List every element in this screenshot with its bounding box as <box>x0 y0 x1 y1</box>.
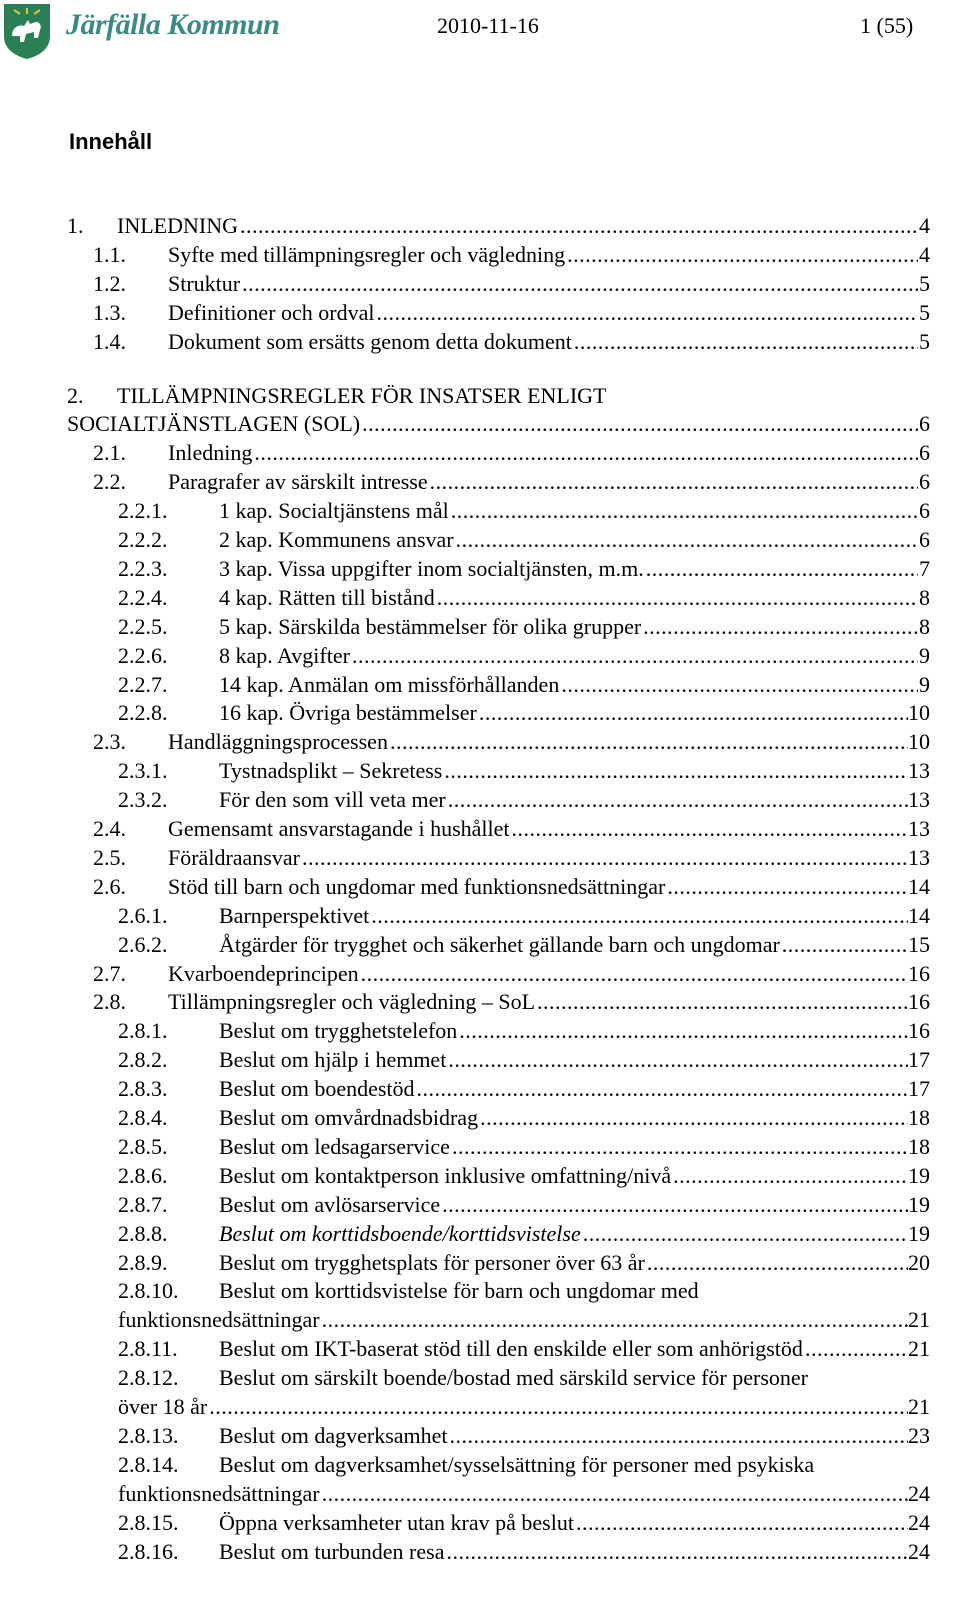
dot-leader <box>369 901 908 931</box>
toc-entry-line <box>219 1016 930 1046</box>
toc-entry-number: 2.3.2. <box>118 787 168 813</box>
toc-entry-title: TILLÄMPNINGSREGLER FÖR INSATSER ENLIGT <box>117 382 607 408</box>
toc-entry-page: 6 <box>919 469 930 495</box>
toc-entry-page: 21 <box>908 1394 930 1419</box>
toc-entry[interactable] <box>0 901 960 931</box>
toc-entry-number: 2. <box>67 382 84 408</box>
toc-entry[interactable] <box>0 1132 960 1162</box>
toc-entry[interactable] <box>0 785 960 815</box>
toc-entry-line <box>168 438 930 468</box>
toc-entry-line <box>219 1103 930 1133</box>
toc-entry-number: 2.2.3. <box>118 555 168 581</box>
toc-entry-page: 14 <box>908 902 930 928</box>
toc-entry-continuation-line[interactable] <box>0 409 960 439</box>
toc-entry-line <box>168 959 930 989</box>
toc-entry-title: INLEDNING <box>117 213 238 238</box>
toc-entry-page: 6 <box>919 527 930 552</box>
dot-leader <box>300 843 908 873</box>
dot-leader <box>446 1045 908 1075</box>
toc-entry-page: 4 <box>919 241 930 267</box>
toc-entry-page: 5 <box>919 270 930 296</box>
toc-entry-page: 14 <box>908 873 930 899</box>
toc-entry-title: Beslut om dagverksamhet/sysselsättning för personer med psykiska <box>219 1451 815 1477</box>
toc-entry-page: 24 <box>908 1509 930 1535</box>
dot-leader <box>446 785 908 815</box>
toc-entry[interactable] <box>0 1103 960 1133</box>
toc-entry-page: 8 <box>919 584 930 610</box>
toc-entry[interactable] <box>0 327 960 357</box>
toc-entry-page: 20 <box>908 1249 930 1275</box>
toc-entry[interactable] <box>0 381 960 411</box>
toc-entry-title: 14 kap. Anmälan om missförhållanden <box>219 671 560 697</box>
toc-entry-line <box>168 843 930 873</box>
dot-leader <box>450 1132 908 1162</box>
toc-entry[interactable] <box>0 1161 960 1191</box>
toc-entry-page: 9 <box>919 642 930 668</box>
toc-entry-line <box>219 496 930 526</box>
toc-entry-page: 18 <box>908 1133 930 1159</box>
toc-entry-line <box>219 1537 930 1567</box>
toc-entry-number: 2.2. <box>93 469 126 495</box>
toc-entry-title: Åtgärder för trygghet och säkerhet gällande barn och ungdomar <box>219 931 780 957</box>
toc-entry-title: Beslut om korttidsvistelse för barn och ungdomar med <box>219 1278 699 1304</box>
toc-entry-number: 2.8.1. <box>118 1018 168 1044</box>
toc-entry[interactable] <box>0 814 960 844</box>
toc-entry[interactable] <box>0 554 960 584</box>
dot-leader <box>644 554 918 584</box>
toc-entry-page: 9 <box>919 671 930 697</box>
toc-entry-title: Dokument som ersätts genom detta dokument <box>168 328 572 354</box>
dot-leader <box>360 409 918 439</box>
toc-entry-number: 2.8.4. <box>118 1105 168 1130</box>
toc-entry-number: 2.8.8. <box>118 1220 168 1246</box>
toc-entry-title: Beslut om avlösarservice <box>219 1191 441 1217</box>
dot-leader <box>320 1479 908 1509</box>
toc-entry-number: 2.3.1. <box>118 758 168 784</box>
toc-entry-page: 6 <box>919 498 930 524</box>
toc-entry-title: Beslut om ledsagarservice <box>219 1133 450 1159</box>
dot-leader <box>535 987 908 1017</box>
dot-leader <box>448 1421 908 1451</box>
toc-entry-page: 16 <box>908 1018 930 1044</box>
toc-entry-number: 2.2.7. <box>118 671 168 697</box>
toc-entry-page: 13 <box>908 844 930 870</box>
toc-entry-number: 1. <box>67 213 84 238</box>
toc-entry-line <box>219 1421 930 1451</box>
toc-entry-title: Beslut om boendestöd <box>219 1076 415 1102</box>
page-number: 1 (55) <box>860 13 914 38</box>
toc-entry[interactable] <box>0 1276 960 1306</box>
toc-entry-title: Beslut om dagverksamhet <box>219 1422 448 1448</box>
toc-entry-line <box>219 698 930 728</box>
page-header <box>0 0 960 70</box>
toc-entry-title: Handläggningsprocessen <box>168 729 388 755</box>
toc-entry-page: 19 <box>908 1191 930 1217</box>
toc-entry[interactable] <box>0 930 960 960</box>
toc-entry[interactable] <box>0 1334 960 1364</box>
toc-entry-page: 6 <box>919 411 930 437</box>
dot-leader <box>780 930 908 960</box>
toc-entry-page: 4 <box>919 213 930 238</box>
toc-entry-continuation-line[interactable] <box>0 1479 960 1509</box>
toc-entry-title: Struktur <box>168 270 241 296</box>
toc-entry-page: 21 <box>908 1307 930 1333</box>
toc-entry[interactable] <box>0 1219 960 1249</box>
toc-entry-line <box>219 1161 930 1191</box>
toc-entry-number: 1.4. <box>93 328 126 354</box>
toc-entry-line <box>219 641 930 671</box>
toc-entry[interactable] <box>0 1248 960 1278</box>
dot-leader <box>565 240 918 270</box>
toc-entry[interactable] <box>0 1537 960 1567</box>
toc-entry[interactable] <box>0 1508 960 1538</box>
dot-leader <box>350 641 918 671</box>
toc-entry-page: 18 <box>908 1105 930 1130</box>
toc-entry-title: Tillämpningsregler och vägledning – SoL <box>168 989 536 1015</box>
toc-entry-number: 2.8.14. <box>118 1451 179 1477</box>
toc-entry[interactable] <box>0 1045 960 1075</box>
toc-entry-line <box>219 670 930 700</box>
dot-leader <box>240 269 918 299</box>
toc-entry-line <box>168 814 930 844</box>
toc-entry-title: 16 kap. Övriga bestämmelser <box>219 700 477 726</box>
toc-entry-title-continuation: SOCIALTJÄNSTLAGEN (SOL) <box>67 411 361 437</box>
toc-entry[interactable] <box>0 756 960 786</box>
dot-leader <box>238 211 918 241</box>
dot-leader <box>444 1537 908 1567</box>
toc-entry[interactable] <box>0 959 960 989</box>
toc-entry-line <box>118 1305 930 1335</box>
toc-entry[interactable] <box>0 987 960 1017</box>
dot-leader <box>388 727 908 757</box>
toc-entry-title: Beslut om kontaktperson inklusive omfattning/nivå <box>219 1162 672 1188</box>
toc-entry-page: 6 <box>919 440 930 466</box>
toc-entry-number: 1.1. <box>93 241 126 267</box>
toc-entry[interactable] <box>0 612 960 642</box>
toc-entry-number: 1.2. <box>93 270 126 296</box>
toc-entry-line <box>219 1045 930 1075</box>
toc-entry-number: 2.8.7. <box>118 1191 168 1217</box>
toc-entry-number: 1.3. <box>93 299 126 325</box>
toc-entry-line <box>219 554 930 584</box>
toc-entry-number: 2.8.2. <box>118 1047 168 1073</box>
toc-entry-page: 16 <box>908 960 930 986</box>
toc-entry-title: Beslut om omvårdnadsbidrag <box>219 1105 479 1130</box>
toc-entry[interactable] <box>0 1190 960 1220</box>
dot-leader <box>375 298 919 328</box>
toc-entry-line <box>219 756 930 786</box>
toc-entry-number: 2.1. <box>93 440 126 466</box>
toc-entry[interactable] <box>0 1016 960 1046</box>
toc-entry[interactable] <box>0 727 960 757</box>
toc-entry-title: Beslut om hjälp i hemmet <box>219 1047 447 1073</box>
toc-entry-page: 16 <box>908 989 930 1015</box>
toc-entry-number: 2.2.6. <box>118 642 168 668</box>
toc-entry-number: 2.2.2. <box>118 527 168 552</box>
toc-entry-number: 2.8.9. <box>118 1249 168 1275</box>
toc-entry-number: 2.2.5. <box>118 613 168 639</box>
toc-entry-line <box>118 1392 930 1422</box>
toc-entry-number: 2.8. <box>93 989 126 1015</box>
toc-entry-line <box>219 1219 930 1249</box>
toc-entry-number: 2.6.1. <box>118 902 168 928</box>
dot-leader <box>665 872 908 902</box>
toc-entry-line <box>219 1132 930 1162</box>
dot-leader <box>428 467 918 497</box>
toc-entry-line <box>219 930 930 960</box>
document-date: 2010-11-16 <box>437 13 539 38</box>
toc-entry-title-continuation: över 18 år <box>118 1394 208 1419</box>
toc-entry-line <box>219 1508 930 1538</box>
toc-entry-number: 2.8.6. <box>118 1162 168 1188</box>
toc-entry-line <box>219 1334 930 1364</box>
toc-entry-title-continuation: funktionsnedsättningar <box>118 1480 320 1506</box>
toc-entry-title: Paragrafer av särskilt intresse <box>168 469 428 495</box>
dot-leader <box>641 612 918 642</box>
toc-entry-page: 23 <box>908 1422 930 1448</box>
toc-entry-title: Beslut om trygghetsplats för personer över 63 år <box>219 1249 645 1275</box>
toc-entry-title: Definitioner och ordval <box>168 299 375 325</box>
dot-leader <box>803 1334 908 1364</box>
dot-leader <box>572 327 918 357</box>
toc-entry-line <box>219 525 930 555</box>
toc-entry-line <box>168 467 930 497</box>
dot-leader <box>449 496 918 526</box>
toc-entry-number: 2.8.10. <box>118 1278 179 1304</box>
toc-entry-line <box>219 1074 930 1104</box>
dot-leader <box>457 1016 908 1046</box>
toc-entry-title: 3 kap. Vissa uppgifter inom socialtjänsten, m.m. <box>219 555 644 581</box>
toc-entry[interactable] <box>0 583 960 613</box>
toc-entry-title: Barnperspektivet <box>219 902 370 928</box>
dot-leader <box>478 1103 908 1133</box>
toc-entry-line <box>219 583 930 613</box>
toc-entry-page: 10 <box>908 729 930 755</box>
toc-entry-title: Beslut om särskilt boende/bostad med särskild service för personer <box>219 1365 808 1391</box>
dot-leader <box>252 438 918 468</box>
toc-entry[interactable] <box>0 298 960 328</box>
toc-entry-title: Beslut om turbunden resa <box>219 1538 445 1564</box>
toc-entry-page: 24 <box>908 1480 930 1506</box>
toc-entry-line <box>117 211 930 241</box>
toc-entry-page: 5 <box>919 328 930 354</box>
toc-entry-number: 2.8.15. <box>118 1509 179 1535</box>
toc-entry-title: Föräldraansvar <box>168 844 300 870</box>
toc-entry-continuation-line[interactable] <box>0 1392 960 1422</box>
toc-entry-line <box>219 901 930 931</box>
toc-entry[interactable] <box>0 641 960 671</box>
toc-entry-number: 2.8.5. <box>118 1133 168 1159</box>
toc-entry[interactable] <box>0 670 960 700</box>
toc-entry-number: 2.6. <box>93 873 126 899</box>
toc-entry-line <box>219 785 930 815</box>
toc-entry[interactable] <box>0 872 960 902</box>
toc-entry[interactable] <box>0 525 960 555</box>
toc-entry-title: Kvarboendeprincipen <box>168 960 359 986</box>
toc-entry[interactable] <box>0 269 960 299</box>
dot-leader <box>559 670 918 700</box>
toc-entry-title: Beslut om IKT-baserat stöd till den enskilde eller som anhörigstöd <box>219 1336 803 1362</box>
toc-entry-title: 2 kap. Kommunens ansvar <box>219 527 454 552</box>
dot-leader <box>440 1190 908 1220</box>
toc-entry[interactable] <box>0 1074 960 1104</box>
dot-leader <box>671 1161 908 1191</box>
toc-entry-title-continuation: funktionsnedsättningar <box>118 1307 320 1333</box>
toc-entry[interactable] <box>0 1421 960 1451</box>
toc-entry-line <box>219 612 930 642</box>
toc-entry-line <box>67 409 930 439</box>
toc-entry[interactable] <box>0 1450 960 1480</box>
toc-entry-page: 13 <box>908 758 930 784</box>
toc-entry-page: 7 <box>919 555 930 581</box>
toc-entry-title: Beslut om trygghetstelefon <box>219 1018 458 1044</box>
dot-leader <box>207 1392 908 1422</box>
toc-entry-line <box>219 1190 930 1220</box>
toc-entry[interactable] <box>0 843 960 873</box>
toc-entry-line <box>219 1248 930 1278</box>
toc-entry-number: 2.8.16. <box>118 1538 179 1564</box>
toc-entry-title: Beslut om korttidsboende/korttidsvistelse <box>219 1220 581 1246</box>
toc-entry[interactable] <box>0 467 960 497</box>
toc-entry-page: 19 <box>908 1220 930 1246</box>
toc-entry-title: 5 kap. Särskilda bestämmelser för olika grupper <box>219 613 642 639</box>
toc-entry-number: 2.5. <box>93 844 126 870</box>
logo <box>2 2 292 62</box>
toc-entry-number: 2.2.1. <box>118 498 168 524</box>
dot-leader <box>581 1219 908 1249</box>
toc-entry-title: För den som vill veta mer <box>219 787 446 813</box>
toc-entry-number: 2.3. <box>93 729 126 755</box>
toc-entry-number: 2.4. <box>93 816 126 841</box>
toc-entry[interactable] <box>0 240 960 270</box>
dot-leader <box>510 814 908 844</box>
toc-entry-number: 2.2.4. <box>118 584 168 610</box>
toc-entry-title: Öppna verksamheter utan krav på beslut <box>219 1509 574 1535</box>
toc-entry[interactable] <box>0 496 960 526</box>
toc-entry-page: 17 <box>908 1076 930 1102</box>
toc-entry-page: 24 <box>908 1538 930 1564</box>
toc-entry-line <box>168 327 930 357</box>
toc-entry-number: 2.8.3. <box>118 1076 168 1102</box>
toc-entry-page: 5 <box>919 299 930 325</box>
toc-entry-title: Gemensamt ansvarstagande i hushållet <box>168 816 510 841</box>
toc-entry-line <box>168 872 930 902</box>
toc-entry-number: 2.8.11. <box>118 1336 178 1362</box>
coat-of-arms-icon <box>2 2 52 60</box>
dot-leader <box>320 1305 908 1335</box>
toc-entry[interactable] <box>0 1363 960 1393</box>
toc-entry-title: 4 kap. Rätten till bistånd <box>219 584 435 610</box>
toc-entry-title: Stöd till barn och ungdomar med funktionsnedsättningar <box>168 873 666 899</box>
dot-leader <box>645 1248 908 1278</box>
toc-entry-number: 2.6.2. <box>118 931 168 957</box>
dot-leader <box>477 698 908 728</box>
toc-entry-page: 21 <box>908 1336 930 1362</box>
toc-entry-line <box>168 298 930 328</box>
dot-leader <box>442 756 908 786</box>
toc-entry-page: 13 <box>908 787 930 813</box>
dot-leader <box>435 583 918 613</box>
toc-entry-page: 8 <box>919 613 930 639</box>
dot-leader <box>359 959 908 989</box>
toc-entry-number: 2.2.8. <box>118 700 168 726</box>
toc-entry-line <box>168 987 930 1017</box>
dot-leader <box>454 525 918 555</box>
toc-entry-page: 10 <box>908 700 930 726</box>
toc-entry-line <box>118 1479 930 1509</box>
toc-entry-title: Syfte med tillämpningsregler och vägledning <box>168 241 566 267</box>
toc-entry-line <box>168 269 930 299</box>
toc-entry-page: 19 <box>908 1162 930 1188</box>
toc-entry-page: 15 <box>908 931 930 957</box>
toc-entry-number: 2.8.13. <box>118 1422 179 1448</box>
toc-entry[interactable] <box>0 211 960 241</box>
dot-leader <box>574 1508 908 1538</box>
toc-entry-title: Inledning <box>168 440 253 466</box>
toc-heading: Innehåll <box>69 129 153 154</box>
dot-leader <box>415 1074 908 1104</box>
toc-entry-number: 2.7. <box>93 960 126 986</box>
toc-entry-line <box>168 727 930 757</box>
toc-entry[interactable] <box>0 438 960 468</box>
toc-entry-continuation-line[interactable] <box>0 1305 960 1335</box>
toc-entry-number: 2.8.12. <box>118 1365 179 1391</box>
toc-entry[interactable] <box>0 698 960 728</box>
toc-entry-page: 17 <box>908 1047 930 1073</box>
toc-entry-title: 8 kap. Avgifter <box>219 642 350 668</box>
toc-entry-title: Tystnadsplikt – Sekretess <box>219 758 443 784</box>
toc-entry-page: 13 <box>908 816 930 841</box>
toc-entry-line <box>168 240 930 270</box>
toc-entry-title: 1 kap. Socialtjänstens mål <box>219 498 449 524</box>
logo-text: Järfälla Kommun <box>66 8 280 41</box>
